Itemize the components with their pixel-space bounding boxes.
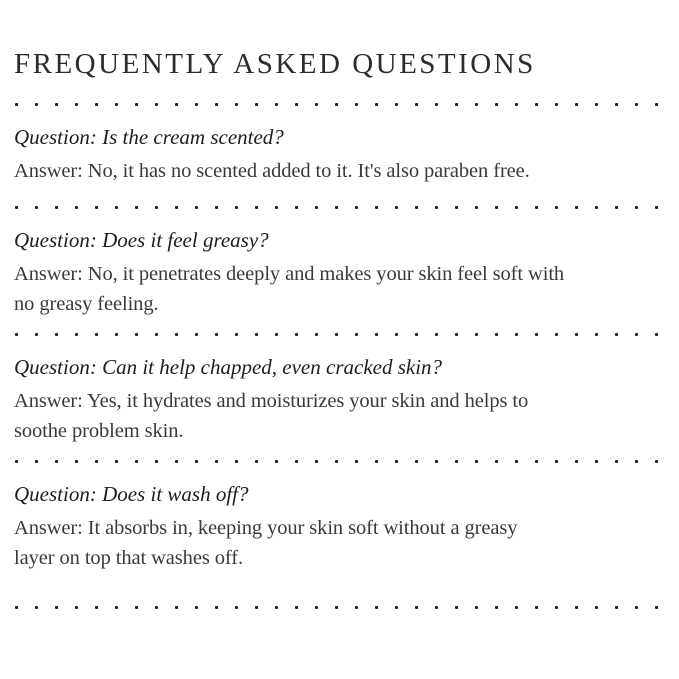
faq-question: Question: Does it feel greasy? [14, 228, 269, 252]
answer-line: Answer: It absorbs in, keeping your skin soft without a greasy [14, 517, 518, 539]
dotted-separator [14, 333, 665, 336]
faq-answer [14, 259, 665, 319]
faq-answer [14, 513, 665, 573]
faq-item-2 [14, 225, 665, 336]
dotted-separator [14, 103, 665, 106]
faq-item-4 [14, 479, 665, 609]
answer-line: layer on top that washes off. [14, 547, 243, 569]
answer-line: Answer: No, it has no scented added to it. It's also paraben free. [14, 160, 530, 182]
faq-question: Question: Does it wash off? [14, 482, 249, 506]
page-title: FREQUENTLY ASKED QUESTIONS [14, 48, 536, 80]
faq-answer [14, 386, 665, 446]
dotted-separator [14, 460, 665, 463]
faq-question: Question: Is the cream scented? [14, 125, 284, 149]
faq-item-1 [14, 122, 665, 209]
dotted-separator [14, 606, 665, 609]
answer-line: soothe problem skin. [14, 420, 184, 442]
answer-line: Answer: No, it penetrates deeply and makes your skin feel soft with [14, 263, 565, 285]
answer-line: no greasy feeling. [14, 293, 159, 315]
dotted-separator [14, 206, 665, 209]
answer-line: Answer: Yes, it hydrates and moisturizes your skin and helps to [14, 390, 529, 412]
faq-item-3 [14, 352, 665, 463]
faq-answer [14, 156, 665, 186]
faq-question: Question: Can it help chapped, even cracked skin? [14, 355, 443, 379]
